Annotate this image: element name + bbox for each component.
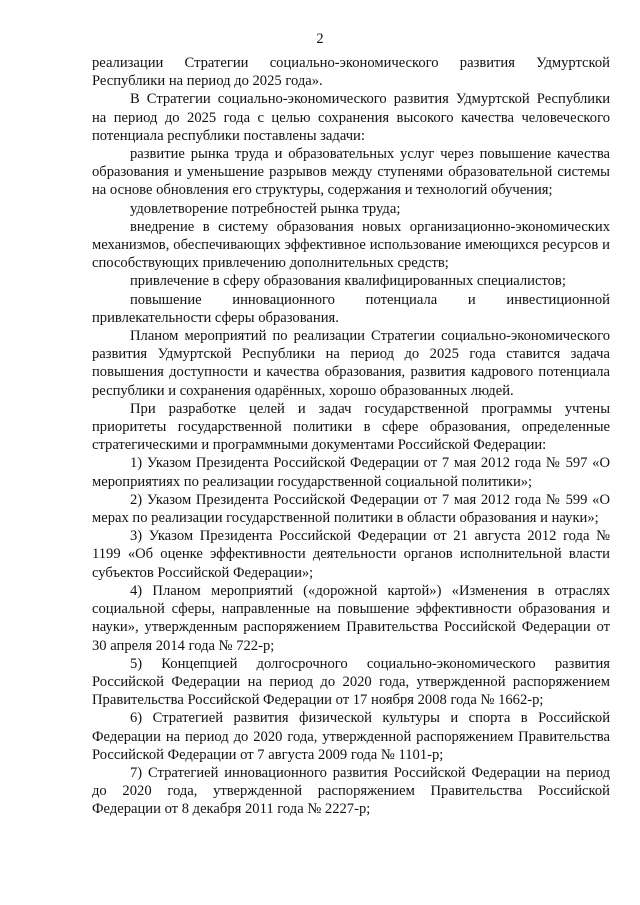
list-item: 4) Планом мероприятий («дорожной картой») «Изменения в отраслях социальной сферы, направленные на повышение эффективности образования и науки», утвержденным распоряжением Правительства Российской Федерации от 30 апреля 2014 года № 722-р; (92, 582, 610, 654)
paragraph: привлечение в сферу образования квалифицированных специалистов; (130, 273, 566, 290)
paragraph: внедрение в систему образования новых организационно-экономических механизмов, обеспечивающих эффективное использование имеющихся ресурсов и способствующих привлечению дополнительных средств; (92, 218, 610, 272)
paragraph: развитие рынка труда и образовательных услуг через повышение качества образования и уменьшение разрывов между ступенями образовательной системы на основе обновления его структуры, содержания и технологий обучения; (92, 146, 610, 199)
list-item: 3) Указом Президента Российской Федерации от 21 августа 2012 года № 1199 «Об оценке эффективности деятельности органов исполнительной власти субъектов Российской Федерации»; (92, 528, 610, 581)
list-item: 5) Концепцией долгосрочного социально-экономического развития Российской Федерации на период до 2020 года, утвержденной распоряжением Правительства Российской Федерации от 17 ноября 2008 года № 1662-р; (92, 655, 610, 709)
document-body (92, 54, 610, 819)
paragraph: При разработке целей и задач государственной программы учтены приоритеты государственной политики в сфере образования, определенные стратегическими и программными документами Российской Федерации: (92, 400, 610, 454)
paragraph: удовлетворение потребностей рынка труда; (130, 200, 401, 217)
page-number: 2 (316, 31, 324, 47)
list-item: 6) Стратегией развития физической культуры и спорта в Российской Федерации на период до 2020 года, утвержденной распоряжением Правительства Российской Федерации от 7 августа 2009 года № 1101-р; (92, 710, 610, 763)
list-item: 7) Стратегией инновационного развития Российской Федерации на период до 2020 года, утвержденной распоряжением Правительства Российской Федерации от 8 декабря 2011 года № 2227-р; (92, 764, 610, 818)
list-item: 2) Указом Президента Российской Федерации от 7 мая 2012 года № 599 «О мерах по реализации государственной политики в области образования и науки»; (92, 491, 610, 527)
paragraph: В Стратегии социально-экономического развития Удмуртской Республики на период до 2025 года с целью сохранения высокого качества человеческого потенциала республики поставлены задачи: (92, 91, 610, 144)
paragraph: повышение инновационного потенциала и инвестиционной привлекательности сферы образования. (92, 291, 610, 326)
paragraph: Планом мероприятий по реализации Стратегии социально-экономического развития Удмуртской Республики на период до 2025 года ставится задача повышения доступности и качества образования, развития кадрового потенциала республики и сохранения одарённых, хорошо образованных людей. (92, 328, 610, 399)
list-item: 1) Указом Президента Российской Федерации от 7 мая 2012 года № 597 «О мероприятиях по реализации государственной социальной политики»; (92, 455, 610, 490)
paragraph: реализации Стратегии социально-экономического развития Удмуртской Республики на период до 2025 года». (92, 55, 610, 90)
